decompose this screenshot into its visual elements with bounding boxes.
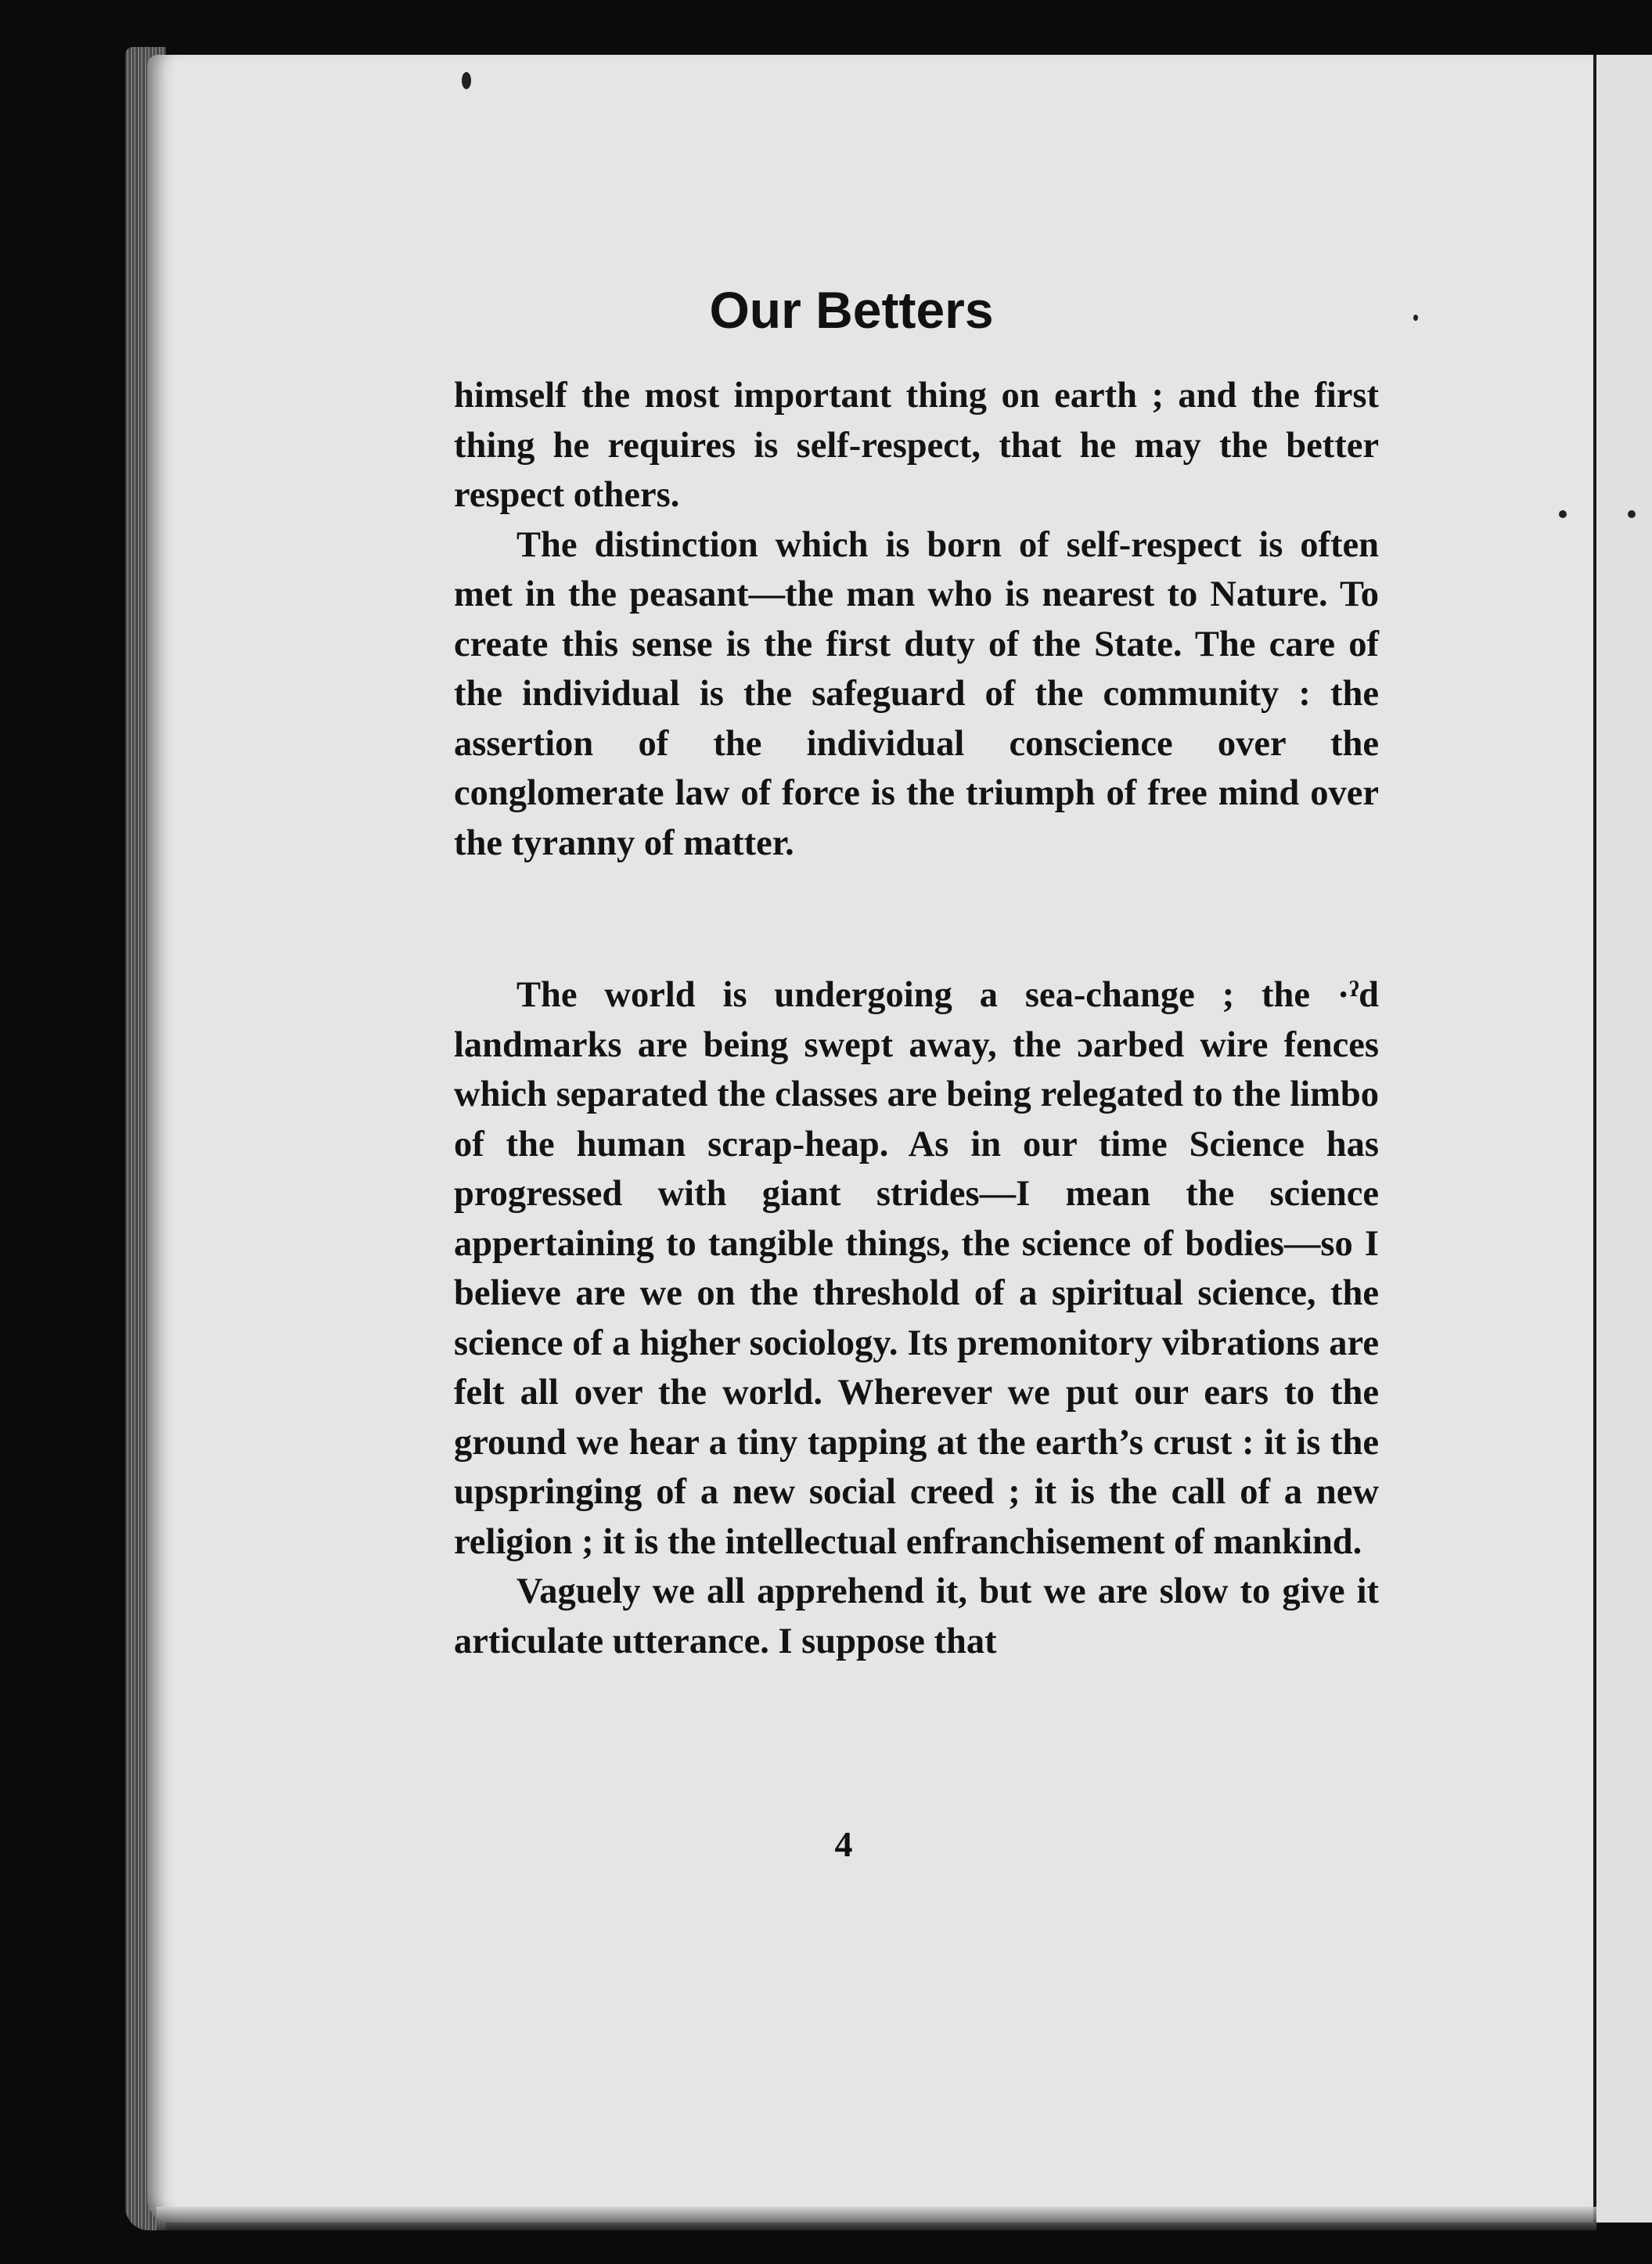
paragraph: The world is undergoing a sea-change ; the ·ˀd landmarks are being swept away, the ɔarbed wire fences which separated the classes are being relegated to the limbo of the human scrap-heap. As in our time Science has progressed with giant strides—I mean the science appertaining to tangible things, the science of bodies—so I believe are we on the threshold of a spiritual ѕcience, the science of a higher sociology. Its premonitory vibrations are felt all over the world. Wherever we put our ears to the ground we hear a tiny tapping at the earth’s crust : it is the upspringing of a new social creed ; it is the call of a new religion ; it is the intellectual enfranchisement of mankind. xyxy=(454,975,1379,1562)
speck xyxy=(1559,510,1567,518)
page-number: 4 xyxy=(834,1824,853,1864)
text-block-bottom xyxy=(454,970,1379,1666)
paragraph: Vaguely we all apprehend it, but we are slow to give it articulate utterance. I suppose that xyxy=(454,1571,1379,1661)
text-block-top xyxy=(454,371,1379,868)
running-head: Our Betters xyxy=(709,281,994,339)
speck xyxy=(1628,510,1636,518)
facing-page-edge xyxy=(1593,55,1652,2223)
paragraph: The distinction which is born of self-respect is often met in the peasant—the man who is nearest to Nature. To create this sense is the first duty of the State. The care of the individual is the safeguard of the community : the assertion of the individual conscience over the conglomerate law of force is the triumph of free mind over the tyranny of matter. xyxy=(454,524,1379,863)
page-bottom-shadow xyxy=(157,2207,1596,2230)
speck xyxy=(462,72,471,89)
paragraph: himself the most important thing on earth ; and the first thing he requires is self-respect, that he may the better respect others. xyxy=(454,376,1379,515)
